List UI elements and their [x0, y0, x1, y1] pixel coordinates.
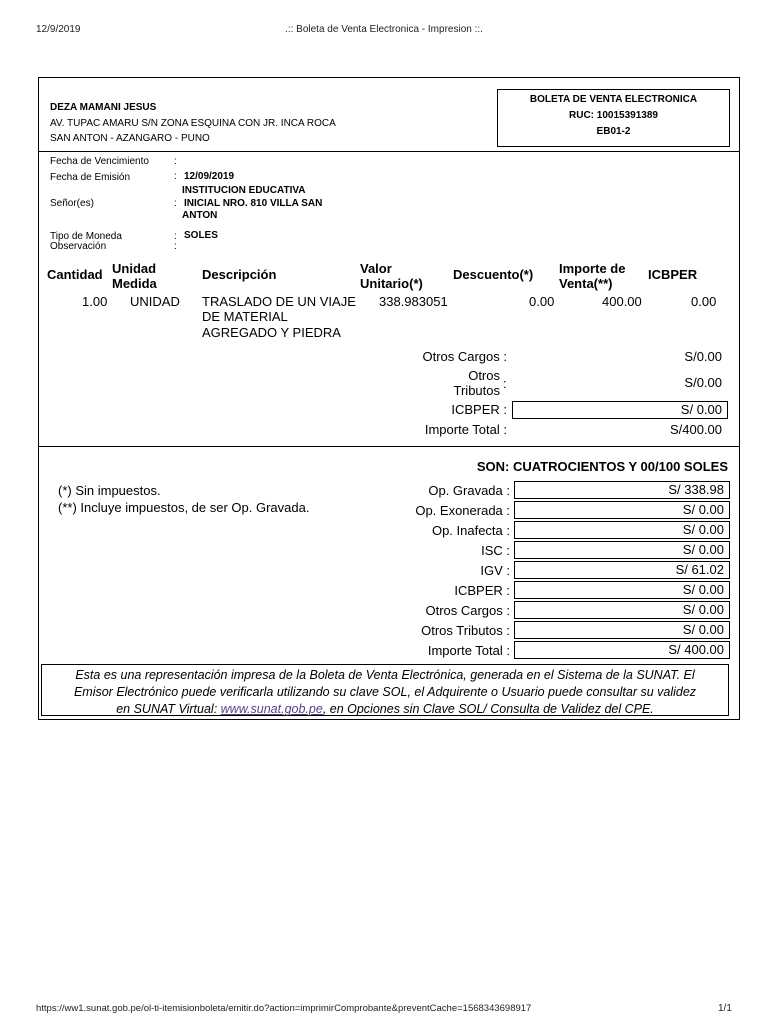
col-unidad-1: Unidad: [112, 261, 157, 276]
icbper-label: ICBPER :: [451, 402, 507, 417]
otros-cargos-label: Otros Cargos :: [422, 349, 507, 364]
document-id-box: [497, 89, 730, 147]
summary-value: S/ 0.00: [514, 581, 730, 599]
legal-note-pre: en SUNAT Virtual:: [116, 702, 218, 716]
row-importe: 400.00: [602, 294, 642, 309]
row-cantidad: 1.00: [82, 294, 108, 309]
print-url: https://ww1.sunat.gob.pe/ol-ti-itemisionboleta/emitir.do?action=imprimirComprobante&preventCache=1568343698917: [36, 1003, 532, 1014]
otros-tributos-label-1: Otros: [468, 368, 500, 383]
summary-value: S/ 0.00: [514, 501, 730, 519]
summary-value: S/ 0.00: [514, 541, 730, 559]
senor-line2: INICIAL NRO. 810 VILLA SAN: [184, 198, 323, 209]
issuer-location: SAN ANTON - AZANGARO - PUNO: [50, 133, 210, 144]
colon: :: [174, 156, 177, 167]
summary-value: S/ 0.00: [514, 521, 730, 539]
col-valor-1: Valor: [360, 261, 392, 276]
otros-tributos-value: S/0.00: [684, 375, 722, 390]
col-cantidad: Cantidad: [47, 267, 103, 282]
sunat-link[interactable]: www.sunat.gob.pe: [220, 702, 323, 716]
emision-value: 12/09/2019: [184, 171, 235, 182]
senor-label: Señor(es): [50, 198, 94, 209]
print-title: .:: Boleta de Venta Electronica - Impresion ::.: [285, 24, 483, 35]
row-valor: 338.983051: [379, 294, 448, 309]
row-unidad: UNIDAD: [130, 294, 180, 309]
document-type: BOLETA DE VENTA ELECTRONICA: [529, 94, 698, 105]
issuer-name: DEZA MAMANI JESUS: [50, 102, 157, 113]
row-desc-1: TRASLADO DE UN VIAJE: [202, 294, 356, 309]
otros-tributos-label-2: Tributos: [453, 383, 500, 398]
col-unidad-2: Medida: [112, 276, 157, 291]
colon: :: [174, 171, 177, 182]
moneda-value: SOLES: [184, 230, 218, 241]
col-importe-1: Importe de: [559, 261, 626, 276]
summary-label: ISC :: [481, 543, 510, 558]
summary-label: Otros Tributos :: [421, 623, 510, 638]
document-number: EB01-2: [596, 126, 631, 137]
summary-value: S/ 0.00: [514, 621, 730, 639]
observacion-label: Observación: [50, 241, 107, 252]
legal-note: [41, 664, 729, 716]
row-descuento: 0.00: [529, 294, 555, 309]
summary-label: Op. Exonerada :: [415, 503, 510, 518]
importe-total-value: S/400.00: [669, 422, 722, 437]
col-descripcion: Descripción: [202, 267, 277, 282]
importe-total-label: Importe Total :: [424, 422, 507, 437]
summary-label: IGV :: [480, 563, 510, 578]
summary-label: Op. Inafecta :: [431, 523, 510, 538]
print-date: 12/9/2019: [36, 24, 81, 35]
summary-value: S/ 61.02: [514, 561, 730, 579]
colon: :: [174, 231, 177, 242]
summary-label: Op. Gravada :: [428, 483, 510, 498]
row-desc-2: DE MATERIAL: [202, 309, 288, 324]
colon: :: [174, 198, 177, 209]
icbper-value: S/ 0.00: [512, 401, 728, 419]
legal-note-line2: Emisor Electrónico puede verificarla utilizando su clave SOL, el Adquirente o Usuario puede consultar su validez: [73, 685, 697, 699]
col-valor-2: Unitario(*): [360, 276, 423, 291]
legal-note-line1: Esta es una representación impresa de la Boleta de Venta Electrónica, generada en el Sistema de la SUNAT. El: [75, 668, 695, 682]
summary-label: ICBPER :: [454, 583, 510, 598]
col-importe-2: Venta(**): [559, 276, 613, 291]
legal-note-post: , en Opciones sin Clave SOL/ Consulta de Validez del CPE.: [322, 702, 654, 716]
note-sin-impuestos: (*) Sin impuestos.: [58, 483, 161, 498]
issuer-address: AV. TUPAC AMARU S/N ZONA ESQUINA CON JR. INCA ROCA: [50, 118, 336, 129]
divider: [38, 446, 740, 447]
divider: [38, 151, 740, 152]
ruc-number: RUC: 10015391389: [569, 110, 658, 121]
col-descuento: Descuento(*): [453, 267, 534, 282]
colon: :: [174, 241, 177, 252]
otros-tributos-colon: :: [503, 376, 507, 391]
col-icbper: ICBPER: [648, 267, 698, 282]
vencimiento-label: Fecha de Vencimiento: [50, 156, 149, 167]
moneda-label: Tipo de Moneda: [50, 231, 122, 242]
summary-value: S/ 0.00: [514, 601, 730, 619]
row-desc-3: AGREGADO Y PIEDRA: [202, 325, 341, 340]
print-page-number: 1/1: [718, 1003, 732, 1014]
emision-label: Fecha de Emisión: [50, 172, 131, 183]
senor-line1: INSTITUCION EDUCATIVA: [182, 185, 306, 196]
amount-in-words: SON: CUATROCIENTOS Y 00/100 SOLES: [476, 459, 728, 474]
summary-label: Otros Cargos :: [425, 603, 510, 618]
summary-value: S/ 400.00: [514, 641, 730, 659]
summary-label: Importe Total :: [427, 643, 510, 658]
otros-cargos-value: S/0.00: [684, 349, 722, 364]
summary-value: S/ 338.98: [514, 481, 730, 499]
legal-note-line3: [42, 701, 728, 718]
senor-line3: ANTON: [182, 210, 218, 221]
note-incluye-impuestos: (**) Incluye impuestos, de ser Op. Gravada.: [58, 500, 310, 515]
row-icbper: 0.00: [691, 294, 717, 309]
